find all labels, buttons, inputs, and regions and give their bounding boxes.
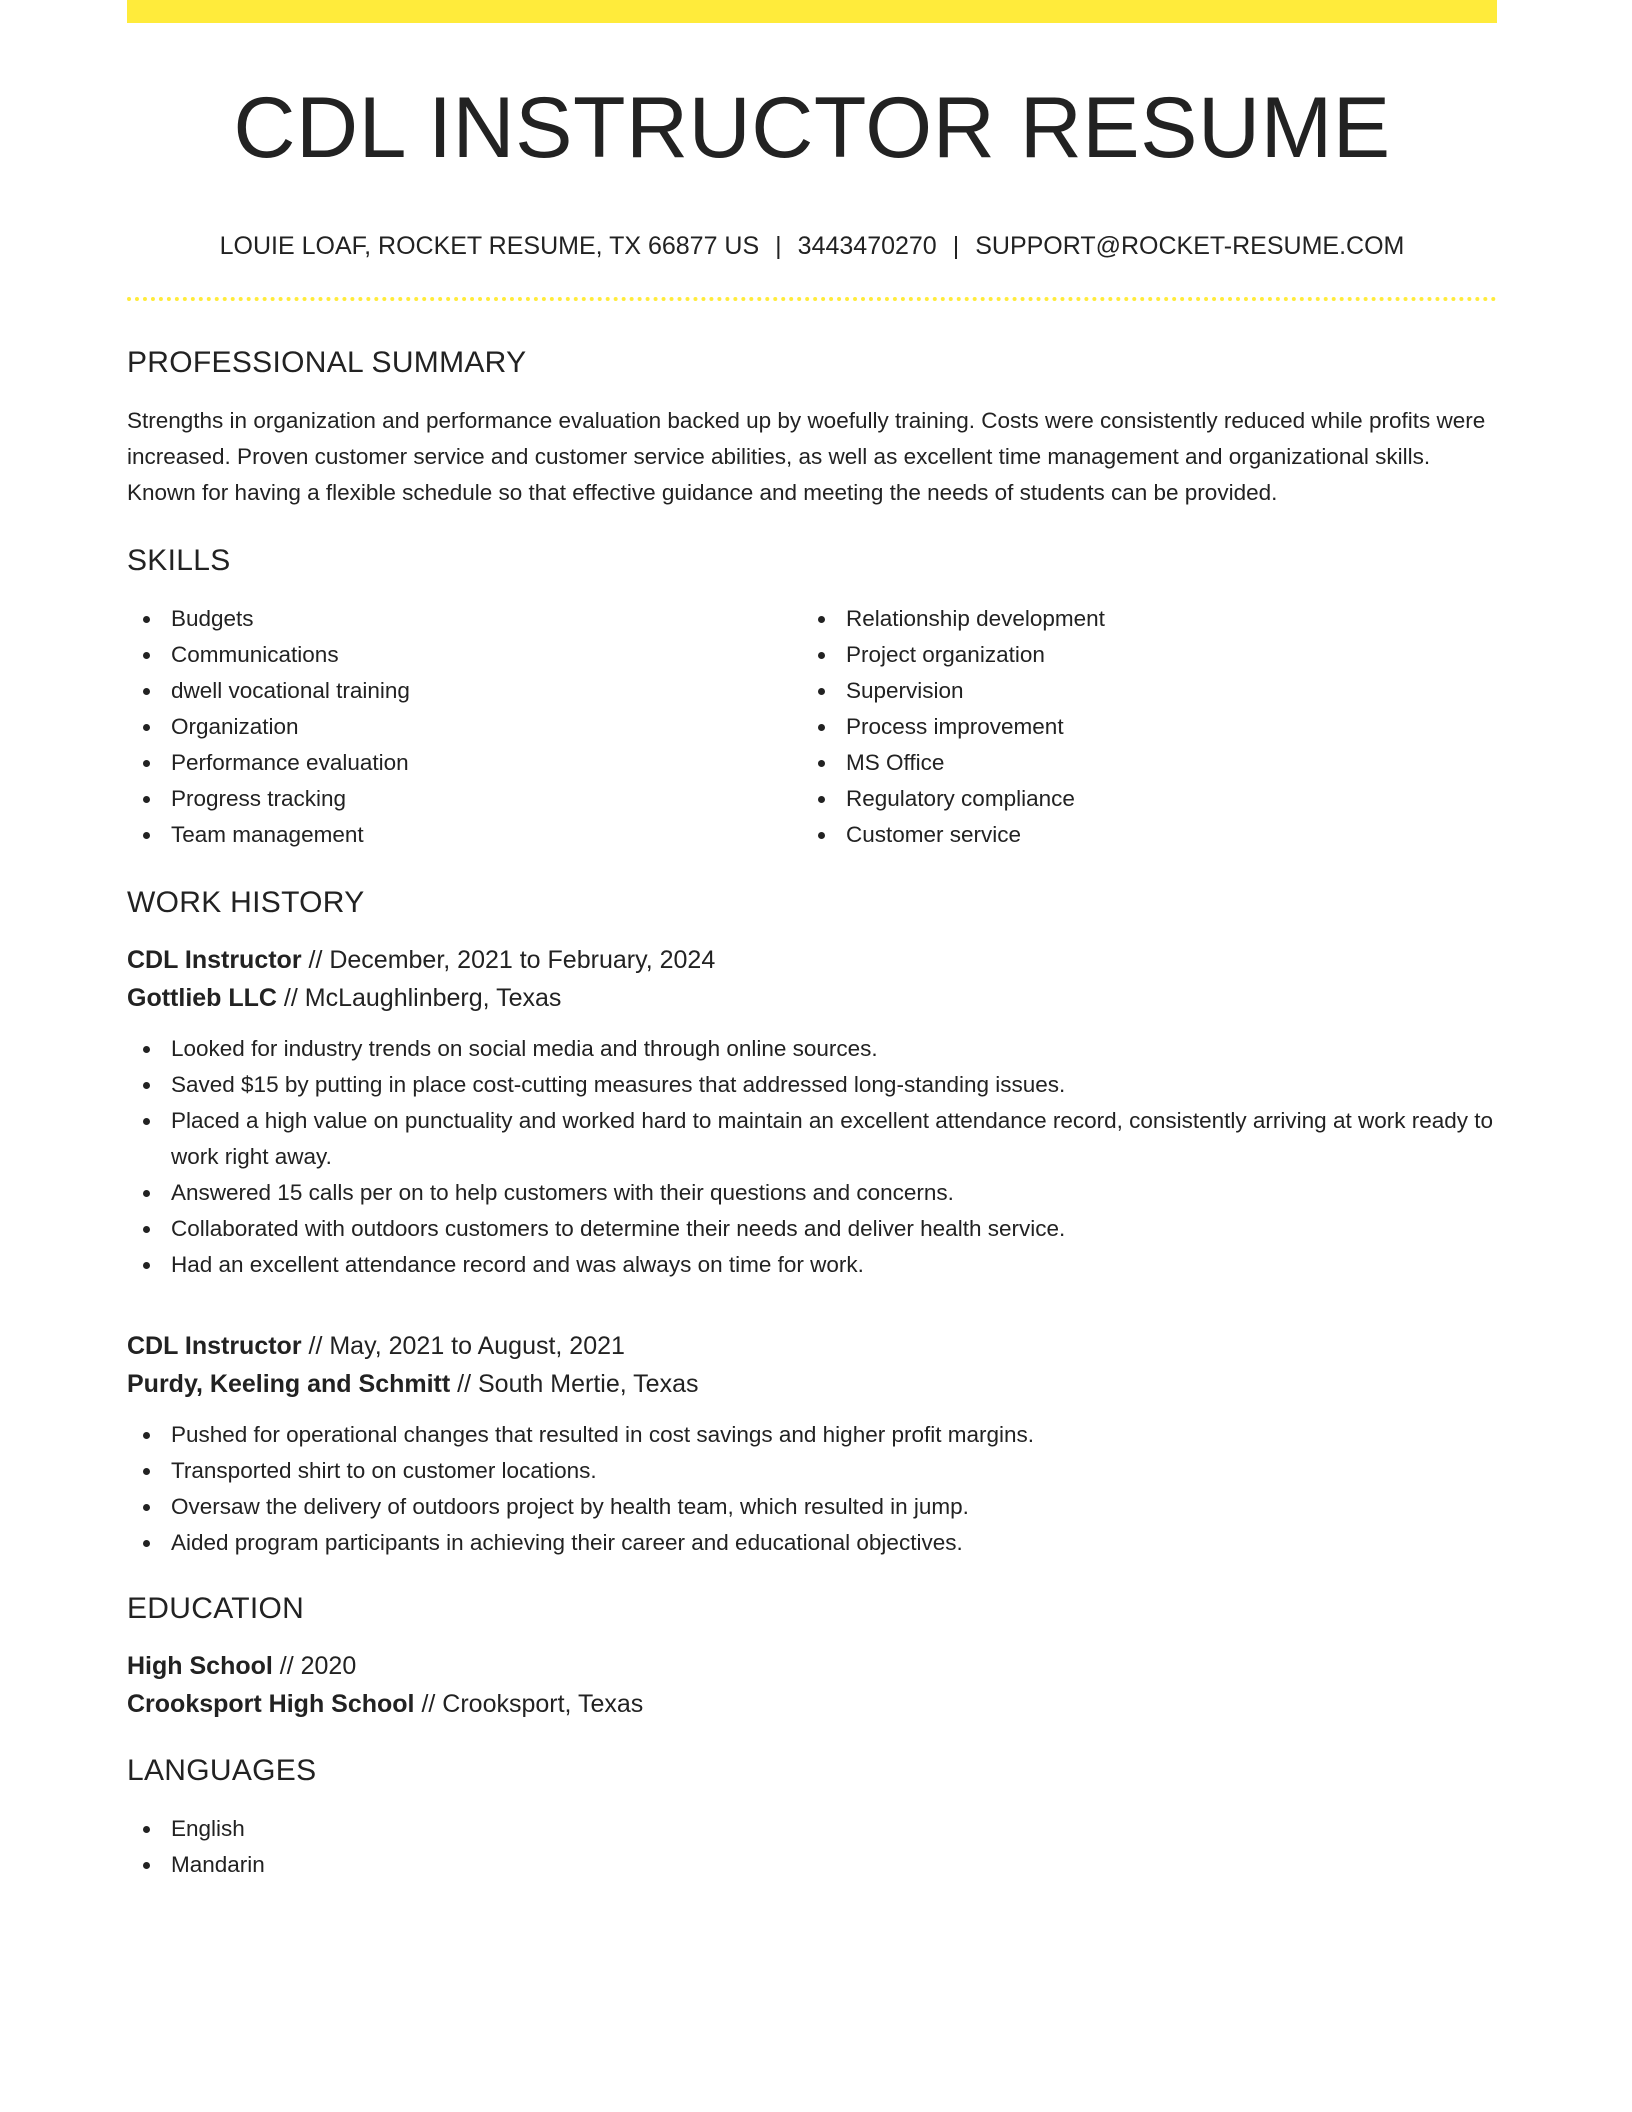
job-location: // South Mertie, Texas: [450, 1370, 699, 1398]
education-heading: EDUCATION: [127, 1592, 305, 1625]
skill-item: Organization: [127, 709, 802, 745]
accent-top-bar: [127, 0, 1497, 23]
resume-page: [127, 0, 1497, 1883]
skill-item: Performance evaluation: [127, 745, 802, 781]
contact-phone: 3443470270: [797, 232, 937, 260]
languages-heading: LANGUAGES: [127, 1754, 317, 1787]
job-company: Purdy, Keeling and Schmitt: [127, 1370, 451, 1398]
contact-email: SUPPORT@ROCKET-RESUME.COM: [975, 232, 1405, 260]
job-bullets: [127, 1031, 1497, 1283]
skill-item: Progress tracking: [127, 781, 802, 817]
job-bullet: Collaborated with outdoors customers to determine their needs and deliver health service.: [127, 1211, 1497, 1247]
education-location: // Crooksport, Texas: [414, 1690, 644, 1718]
job-company-line: [127, 979, 1497, 1017]
resume-title: CDL INSTRUCTOR RESUME: [233, 80, 1391, 176]
job-bullet: Pushed for operational changes that resulted in cost savings and higher profit margins.: [127, 1417, 1497, 1453]
languages-list: [127, 1811, 1497, 1883]
education-school: Crooksport High School: [127, 1690, 415, 1718]
language-item: Mandarin: [127, 1847, 1497, 1883]
skill-item: dwell vocational training: [127, 673, 802, 709]
work-history-heading: WORK HISTORY: [127, 886, 365, 919]
job-dates: // May, 2021 to August, 2021: [301, 1332, 625, 1360]
skills-grid: [127, 601, 1497, 853]
job-bullet: Had an excellent attendance record and was always on time for work.: [127, 1247, 1497, 1283]
skill-item: Budgets: [127, 601, 802, 637]
contact-address: LOUIE LOAF, ROCKET RESUME, TX 66877 US: [219, 232, 760, 260]
education-degree-line: [127, 1647, 1497, 1685]
skills-heading: SKILLS: [127, 544, 231, 577]
job-bullet: Transported shirt to on customer locations.: [127, 1453, 1497, 1489]
job-bullet: Oversaw the delivery of outdoors project by health team, which resulted in jump.: [127, 1489, 1497, 1525]
job-title: CDL Instructor: [127, 946, 302, 974]
job-company-line: [127, 1365, 1497, 1403]
skill-item: Process improvement: [802, 709, 1477, 745]
job-bullet: Looked for industry trends on social media and through online sources.: [127, 1031, 1497, 1067]
skill-item: Supervision: [802, 673, 1477, 709]
job-bullet: Placed a high value on punctuality and worked hard to maintain an excellent attendance record, consistently arriving at work ready to work right away.: [127, 1103, 1497, 1175]
skill-item: MS Office: [802, 745, 1477, 781]
education-year: // 2020: [272, 1652, 357, 1680]
job-title-line: [127, 1327, 1497, 1365]
education-school-line: [127, 1685, 1497, 1723]
job-title: CDL Instructor: [127, 1332, 302, 1360]
skills-right-list: [802, 601, 1477, 853]
job-bullet: Aided program participants in achieving their career and educational objectives.: [127, 1525, 1497, 1561]
skill-item: Relationship development: [802, 601, 1477, 637]
skill-item: Team management: [127, 817, 802, 853]
job-dates: // December, 2021 to February, 2024: [301, 946, 716, 974]
language-item: English: [127, 1811, 1497, 1847]
job-bullet: Saved $15 by putting in place cost-cutting measures that addressed long-standing issues.: [127, 1067, 1497, 1103]
skill-item: Project organization: [802, 637, 1477, 673]
contact-separator: |: [952, 232, 960, 260]
job-company: Gottlieb LLC: [127, 984, 277, 1012]
job-location: // McLaughlinberg, Texas: [276, 984, 562, 1012]
summary-text: Strengths in organization and performance evaluation backed up by woefully training. Costs were consistently reduced while profits were increased. Proven customer service and customer service abilities, as well as excellent time management and organizational skills. Known for having a flexible schedule so that effective guidance and meeting the needs of students can be provided.: [127, 408, 1486, 505]
dotted-divider: [127, 297, 1497, 301]
skill-item: Customer service: [802, 817, 1477, 853]
job-bullets: [127, 1417, 1497, 1561]
job-bullet: Answered 15 calls per on to help customers with their questions and concerns.: [127, 1175, 1497, 1211]
job-title-line: [127, 941, 1497, 979]
skills-left-list: [127, 601, 802, 853]
contact-line: [127, 231, 1497, 261]
skill-item: Regulatory compliance: [802, 781, 1477, 817]
education-degree: High School: [127, 1652, 273, 1680]
contact-separator: |: [775, 232, 782, 260]
summary-heading: PROFESSIONAL SUMMARY: [127, 346, 527, 379]
skill-item: Communications: [127, 637, 802, 673]
